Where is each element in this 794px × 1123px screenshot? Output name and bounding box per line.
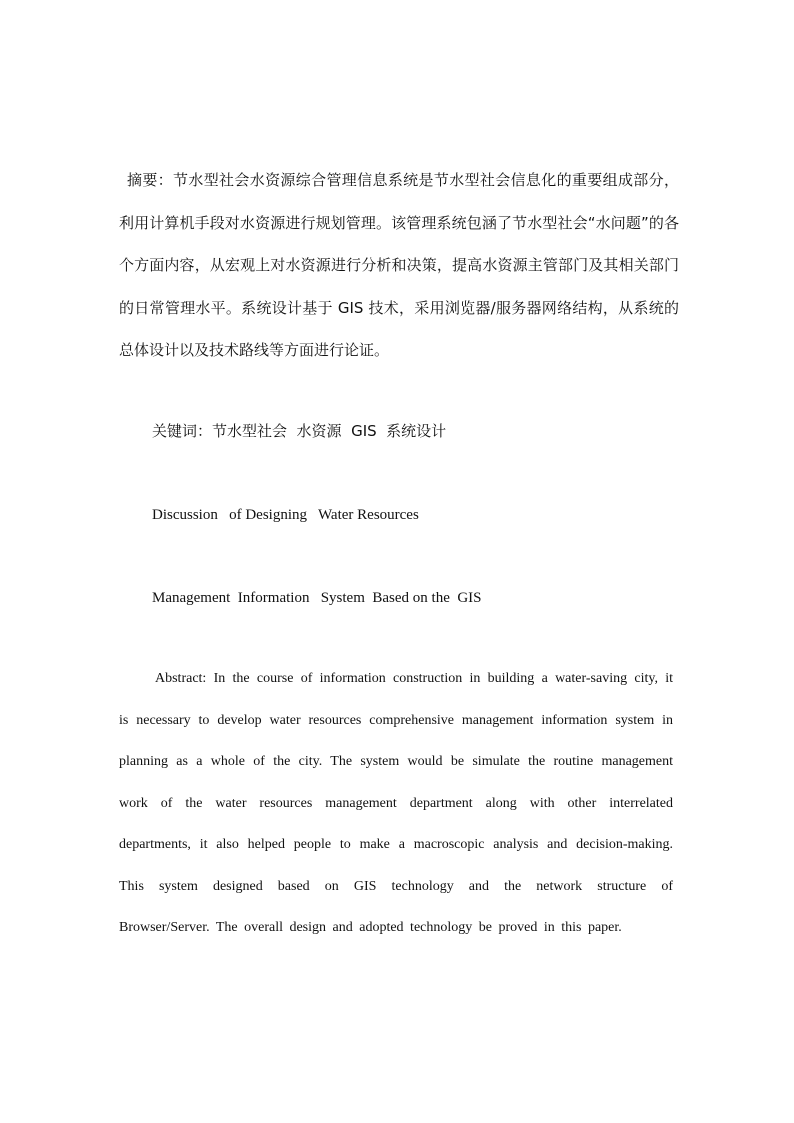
chinese-keywords-line: 关键词：节水型社会 水资源 GIS 系统设计: [152, 422, 447, 440]
english-abstract-paragraph: Abstract: In the course of information construction in building a water-saving city, it is necessary to develop water resources comprehensive management information system in planning as a whole of the city. The system would be simulate the routine management work of the water resources management department along with other interrelated departments, it also helped people to make a macroscopic analysis and decision-making. This system designed based on GIS technology and the network structure of Browser/Server. The overall design and adopted technology be proved in this paper.: [119, 671, 673, 935]
chinese-abstract-paragraph: 摘要：节水型社会水资源综合管理信息系统是节水型社会信息化的重要组成部分，利用计算机手段对水资源进行规划管理。该管理系统包涵了节水型社会“水问题”的各个方面内容，从宏观上对水资源进行分析和决策，提高水资源主管部门及其相关部门的日常管理水平。系统设计基于 GIS 技术，采用浏览器/服务器网络结构，从系统的总体设计以及技术路线等方面进行论证。: [119, 171, 679, 359]
english-title-line-2: Management Information System Based on the GIS: [152, 590, 482, 606]
english-title-line-1: Discussion of Designing Water Resources: [152, 507, 419, 523]
